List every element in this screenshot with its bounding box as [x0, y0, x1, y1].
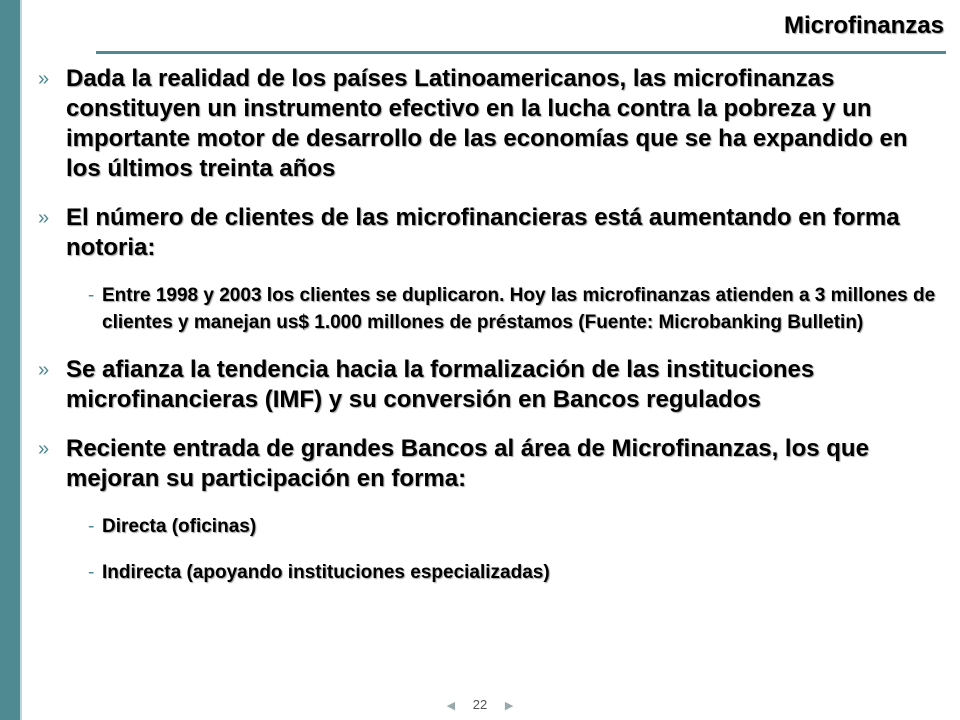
sub-bullet-item: [88, 282, 943, 336]
sub-bullet-marker: -: [88, 562, 95, 583]
bullet-text: El número de clientes de las microfinancieras está aumentando en forma notoria:: [66, 204, 900, 261]
sub-bullet-text: Directa (oficinas): [102, 516, 257, 537]
sub-bullet-item: [88, 513, 943, 540]
sub-bullet-text: Indirecta (apoyando instituciones especializadas): [102, 562, 550, 583]
sub-bullet-marker: -: [88, 285, 95, 306]
bullet-marker: »: [38, 68, 50, 90]
left-accent-bar: [0, 0, 20, 720]
slide-title: Microfinanzas: [783, 12, 944, 39]
slide-content: [38, 64, 943, 605]
bullet-item: [38, 355, 943, 415]
sub-bullet-text: Entre 1998 y 2003 los clientes se duplicaron. Hoy las microfinanzas atienden a 3 millones de clientes y manejan us$ 1.000 millones de préstamos (Fuente: Microbanking Bulletin): [102, 285, 936, 333]
previous-slide-icon[interactable]: ◀: [446, 700, 456, 712]
page-number: 22: [472, 697, 488, 712]
bullet-text: Se afianza la tendencia hacia la formalización de las instituciones microfinancieras (IMF) y su conversión en Bancos regulados: [66, 356, 815, 413]
bullet-marker: »: [38, 207, 50, 229]
bullet-item: [38, 203, 943, 263]
slide-footer: [0, 697, 960, 712]
next-slide-icon[interactable]: ▶: [504, 700, 514, 712]
sub-bullet-marker: -: [88, 516, 95, 537]
sub-bullet-item: [88, 559, 943, 586]
bullet-item: [38, 434, 943, 494]
bullet-text: Dada la realidad de los países Latinoamericanos, las microfinanzas constituyen un instrumento efectivo en la lucha contra la pobreza y un importante motor de desarrollo de las economías que se ha expandido en los últimos treinta años: [66, 65, 908, 182]
title-underline: [96, 51, 946, 54]
bullet-item: [38, 64, 943, 184]
bullet-text: Reciente entrada de grandes Bancos al área de Microfinanzas, los que mejoran su participación en forma:: [66, 435, 869, 492]
bullet-marker: »: [38, 359, 50, 381]
bullet-marker: »: [38, 438, 50, 460]
